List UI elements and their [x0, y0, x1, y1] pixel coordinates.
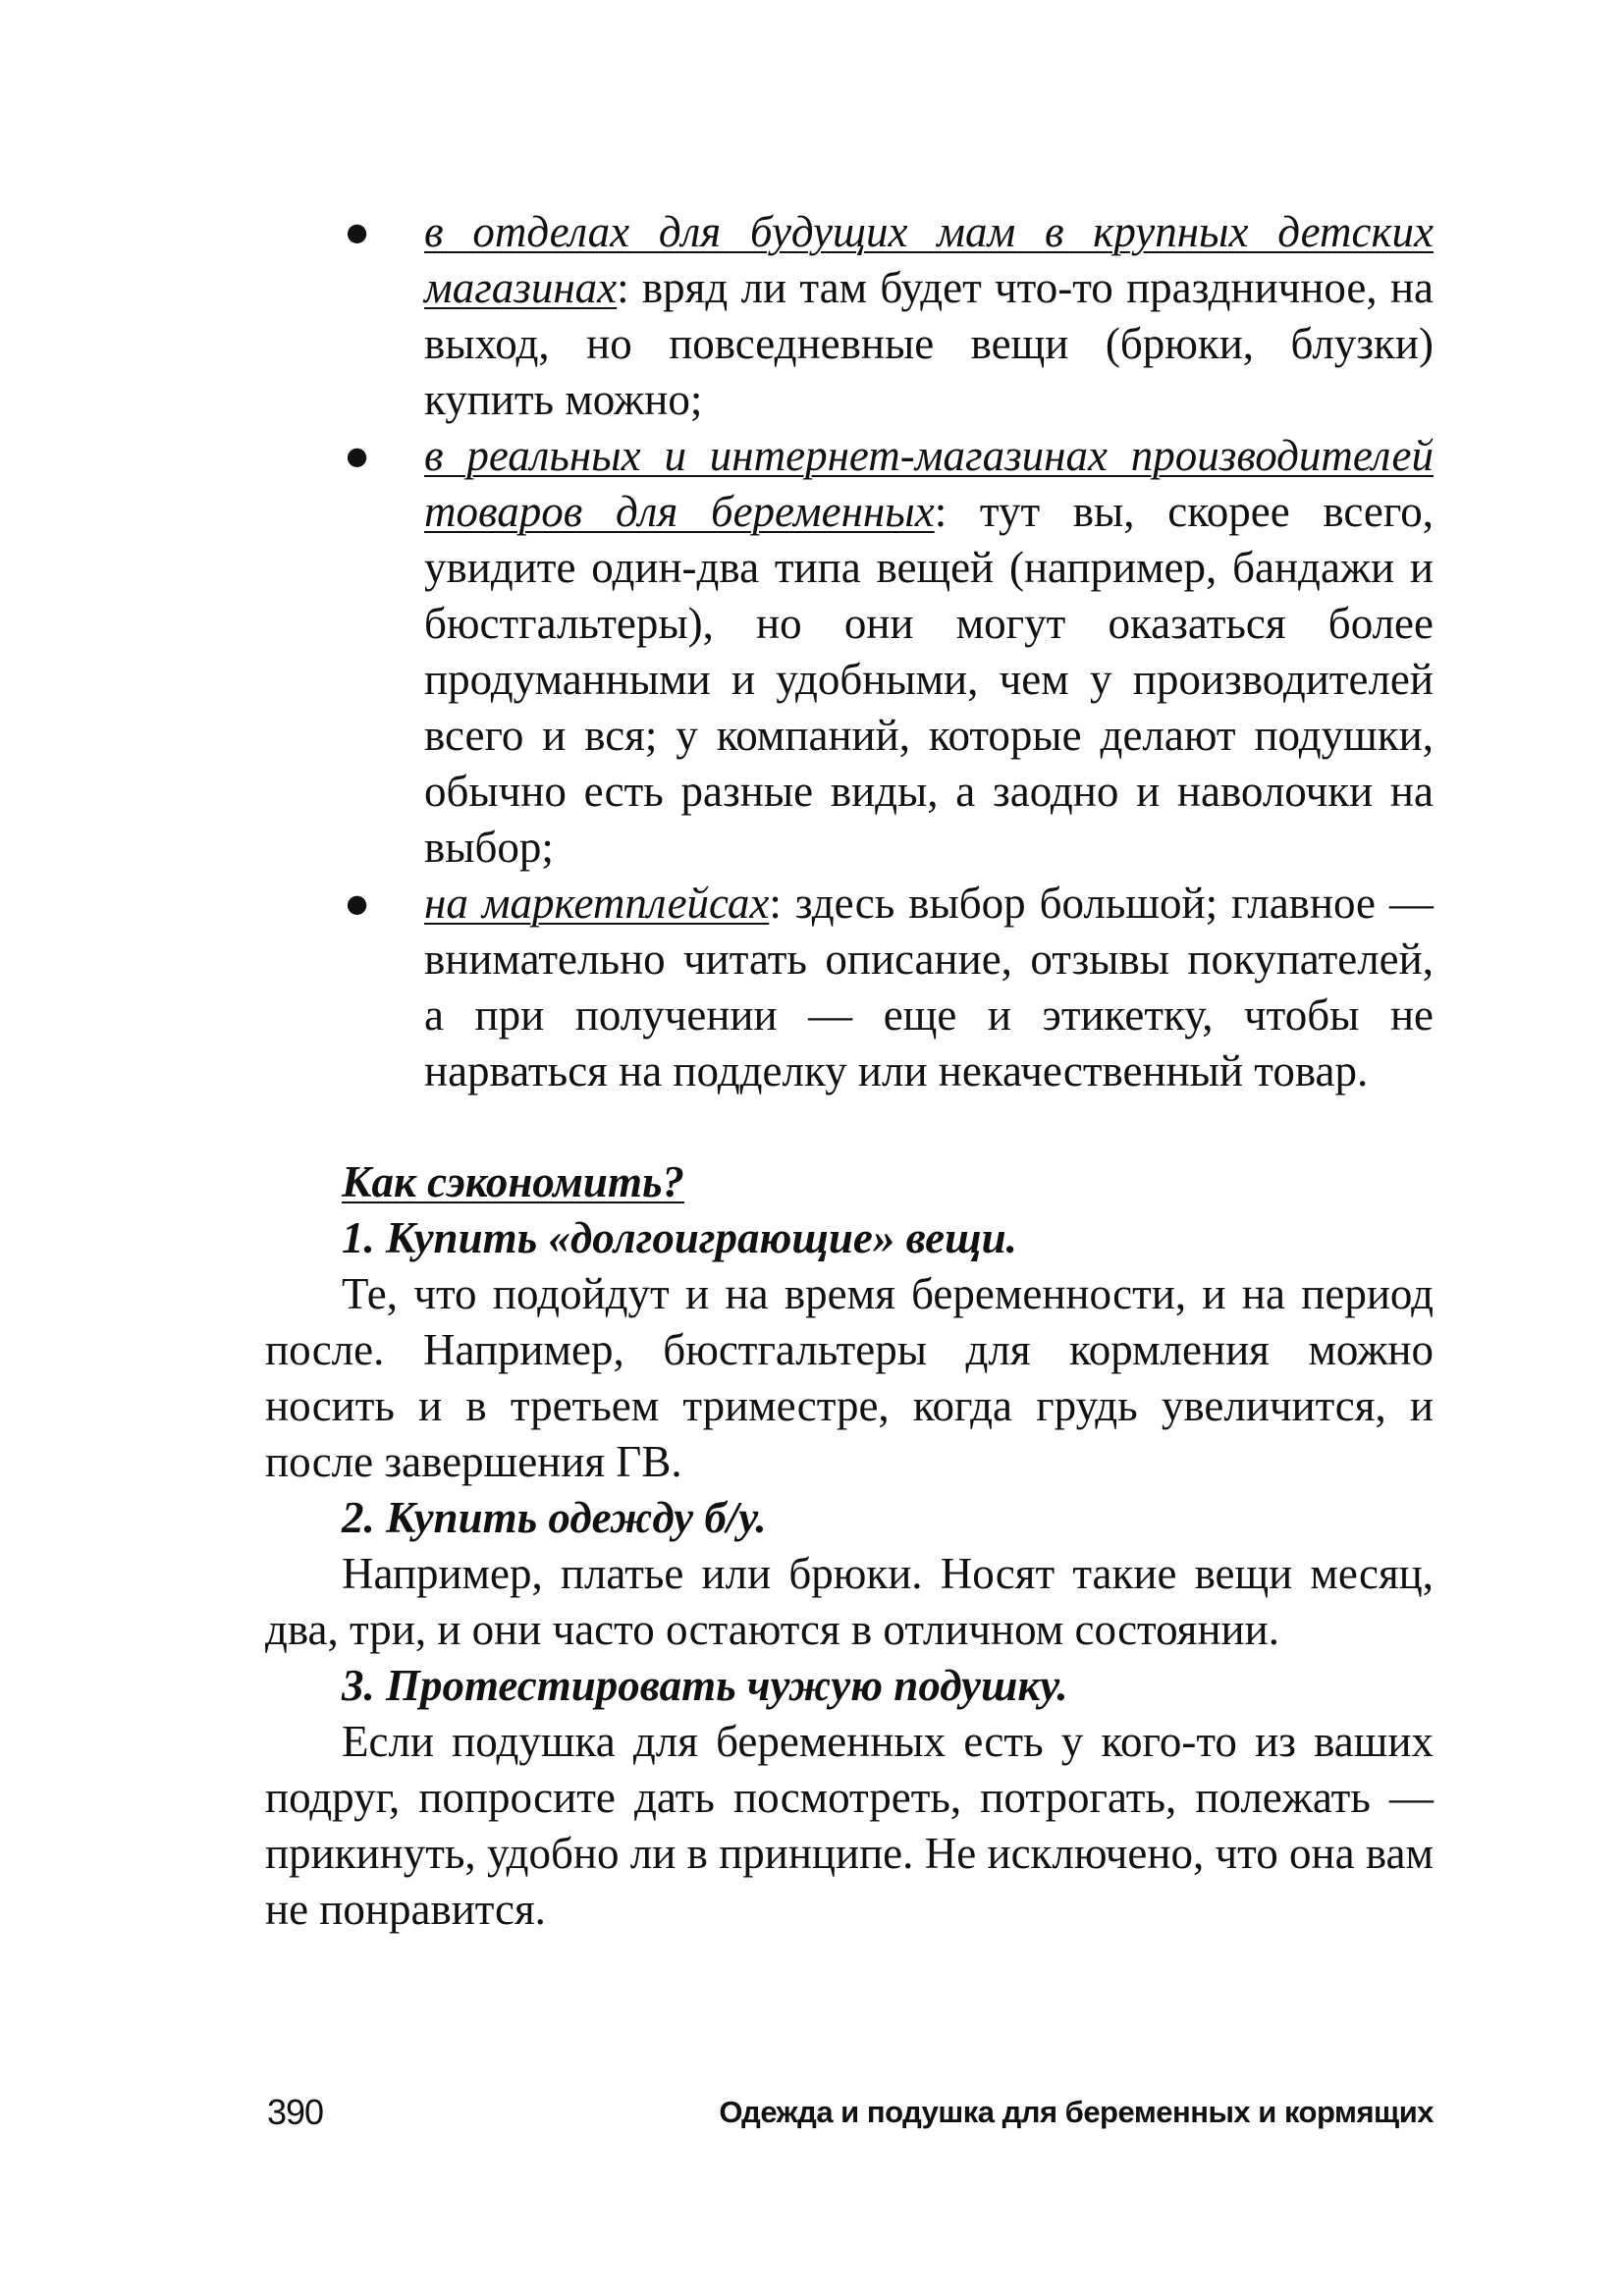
list-item [344, 876, 1434, 1099]
list-item-lead: в отделах для будущих мам в крупных детских магазинах [424, 207, 1434, 312]
running-head: Одежда и подушка для беременных и кормящих [719, 2095, 1434, 2129]
list-item [344, 428, 1434, 876]
list-item-text: : здесь выбор большой; главное — внимательно читать описание, отзывы покупателей, а при получении — еще и этикетку, чтобы не нарваться на подделку или некачественный товар. [424, 879, 1434, 1095]
shopping-places-list [344, 204, 1434, 1099]
tip-title: 3. Протестировать чужую подушку. [342, 1661, 1068, 1710]
section-title: Как сэкономить? [342, 1157, 685, 1206]
tip-body: Например, платье или брюки. Носят такие вещи месяц, два, три, и они часто остаются в отличном состоянии. [265, 1549, 1434, 1654]
list-item-text: : вряд ли там будет что-то праздничное, на выход, но повседневные вещи (брюки, блузки) купить можно; [424, 263, 1434, 424]
tip-title: 2. Купить одежду б/у. [342, 1493, 767, 1542]
page-number: 390 [267, 2092, 324, 2132]
list-item-lead: в реальных и интернет-магазинах производителей товаров для беременных [424, 431, 1434, 536]
tip-body: Те, что подойдут и на время беременности, и на период после. Например, бюстгальтеры для кормления можно носить и в третьем триместре, когда грудь увеличится, и после завершения ГВ. [265, 1269, 1434, 1486]
savings-section [265, 1154, 1434, 1938]
page-content [265, 204, 1434, 1938]
tip-body: Если подушка для беременных есть у кого-то из ваших подруг, попросите дать посмотреть, потрогать, полежать — прикинуть, удобно ли в принципе. Не исключено, что она вам не понравится. [265, 1717, 1434, 1934]
list-item-lead: на маркетплейсах [424, 879, 770, 928]
list-item-text: : тут вы, скорее всего, увидите один-два типа вещей (например, бандажи и бюстгальтеры), но они могут оказаться более продуманными и удобными, чем у производителей всего и вся; у компаний, которые делают подушки, обычно есть разные виды, а заодно и наволочки на выбор; [424, 487, 1434, 872]
bullet-icon: ● [344, 207, 371, 256]
bullet-icon: ● [344, 879, 371, 928]
bullet-icon: ● [344, 431, 371, 480]
page-footer [267, 2088, 1434, 2137]
tip-title: 1. Купить «долгоиграющие» вещи. [342, 1213, 1017, 1262]
list-item [344, 204, 1434, 428]
